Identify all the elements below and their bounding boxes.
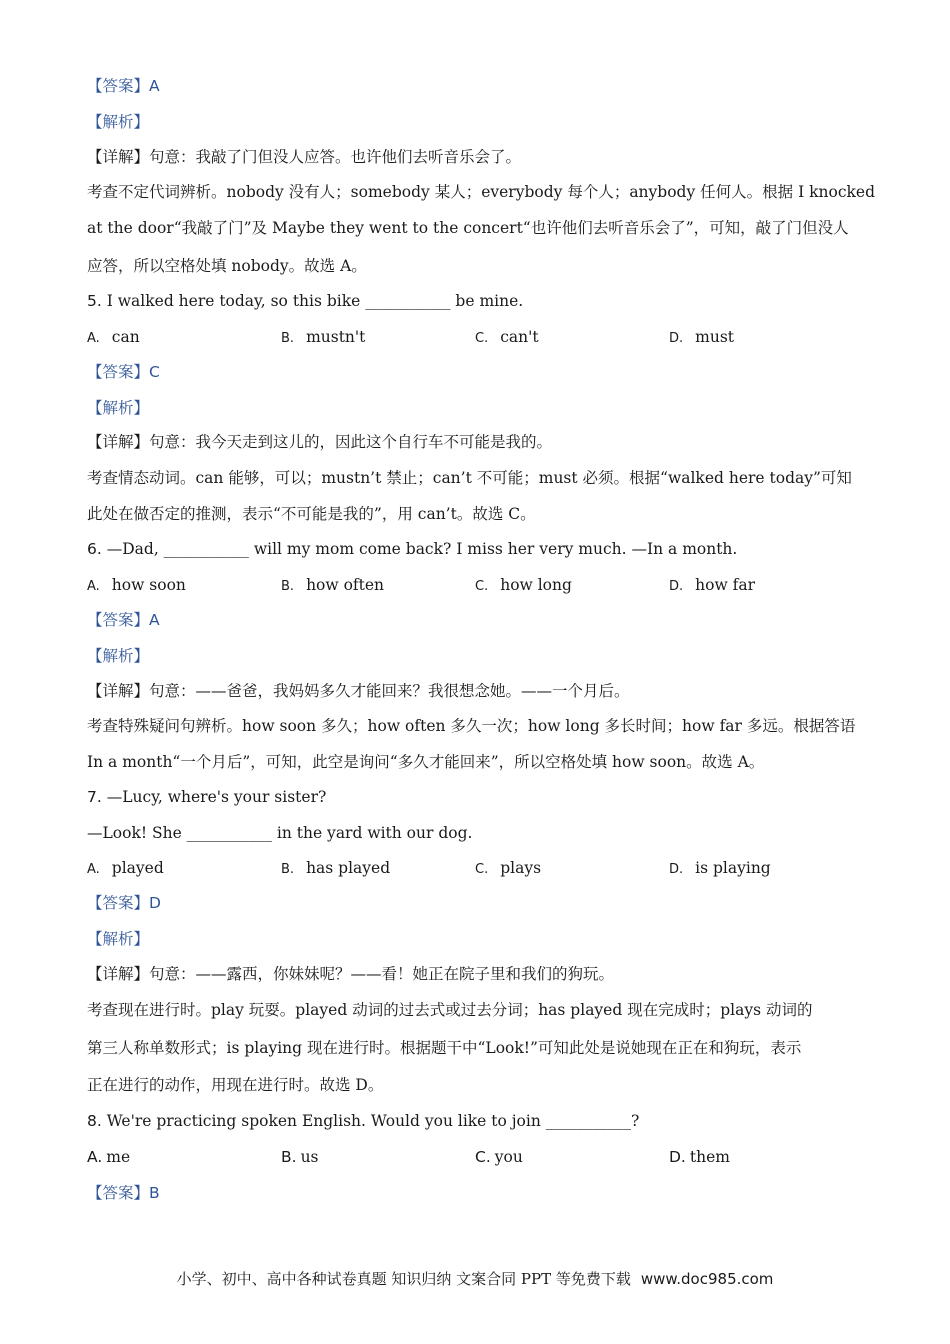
option-a: A. how soon — [87, 576, 186, 594]
explain-line: 考查特殊疑问句辨析。how soon 多久；how often 多久一次；how long 多长时间；how far 多远。根据答语 — [87, 717, 856, 735]
option-b: B. how often — [281, 576, 385, 594]
option-b: B. mustn't — [281, 328, 366, 346]
detail-text: 【详解】句意：——露西，你妹妹呢？——看！她正在院子里和我们的狗玩。 — [87, 965, 615, 983]
option-a: A. can — [87, 328, 140, 346]
answer-label: 【答案】A — [87, 611, 160, 629]
option-d: D. must — [669, 328, 735, 346]
question-8 — [87, 1110, 870, 1132]
option-c: C. how long — [475, 576, 572, 594]
explain-line: 考查不定代词辨析。nobody 没有人；somebody 某人；everybody 每个人；anybody 任何人。根据 I knocked — [87, 183, 876, 201]
option-c: C. plays — [475, 859, 542, 877]
question-5 — [87, 290, 870, 312]
question-text: —Lucy, where's your sister? — [106, 788, 327, 806]
answer-label: 【答案】A — [87, 77, 160, 95]
explain-line: 应答，所以空格处填 nobody。故选 A。 — [87, 257, 367, 275]
question-number: 8. — [87, 1112, 102, 1130]
detail-text: 【详解】句意：我今天走到这儿的，因此这个自行车不可能是我的。 — [87, 433, 553, 451]
answer-label: 【答案】D — [87, 894, 161, 912]
explain-line: 第三人称单数形式；is playing 现在进行时。根据题干中“Look!”可知此处是说她现在正在和狗玩，表示 — [87, 1039, 802, 1057]
explain-line: at the door“我敲了门”及 Maybe they went to the concert“也许他们去听音乐会了”，可知，敲了门但没人 — [87, 219, 849, 237]
footer-link[interactable]: www.doc985.com — [640, 1270, 774, 1288]
option-a: A. played — [87, 859, 164, 877]
option-c: C. you — [475, 1148, 523, 1166]
question-6 — [87, 538, 870, 560]
question-text: We're practicing spoken English. Would you like to join ___________? — [106, 1112, 640, 1130]
question-number: 6. — [87, 540, 102, 558]
option-a: A. me — [87, 1148, 131, 1166]
question-text: I walked here today, so this bike ___________ be mine. — [106, 292, 524, 310]
footer-text: 小学、初中、高中各种试卷真题 知识归纳 文案合同 PPT 等免费下载 — [176, 1270, 631, 1288]
answer-label: 【答案】B — [87, 1184, 160, 1202]
option-d: D. is playing — [669, 859, 771, 877]
analysis-label: 【解析】 — [87, 113, 150, 131]
detail-text: 【详解】句意：——爸爸，我妈妈多久才能回来？我很想念她。——一个月后。 — [87, 682, 630, 700]
question-number: 7. — [87, 788, 102, 806]
option-c: C. can't — [475, 328, 539, 346]
answer-label: 【答案】C — [87, 363, 160, 381]
option-b: B. has played — [281, 859, 391, 877]
question-text: —Dad, ___________ will my mom come back? I miss her very much. —In a month. — [106, 540, 738, 558]
explain-line: 此处在做否定的推测，表示“不可能是我的”，用 can’t。故选 C。 — [87, 505, 536, 523]
explain-line: 正在进行的动作，用现在进行时。故选 D。 — [87, 1076, 384, 1094]
explain-line: 考查现在进行时。play 玩耍。played 动词的过去式或过去分词；has played 现在完成时；plays 动词的 — [87, 1001, 813, 1019]
analysis-label: 【解析】 — [87, 399, 150, 417]
question-7 — [87, 786, 870, 808]
option-d: D. them — [669, 1148, 730, 1166]
question-text-line2: —Look! She ___________ in the yard with our dog. — [87, 824, 473, 842]
option-b: B. us — [281, 1148, 319, 1166]
explain-line: In a month“一个月后”，可知，此空是询问“多久才能回来”，所以空格处填 how soon。故选 A。 — [87, 753, 765, 771]
analysis-label: 【解析】 — [87, 930, 150, 948]
page-footer — [0, 1268, 950, 1289]
option-d: D. how far — [669, 576, 756, 594]
detail-text: 【详解】句意：我敲了门但没人应答。也许他们去听音乐会了。 — [87, 148, 522, 166]
analysis-label: 【解析】 — [87, 647, 150, 665]
explain-line: 考查情态动词。can 能够，可以；mustn’t 禁止；can’t 不可能；must 必须。根据“walked here today”可知 — [87, 469, 852, 487]
question-number: 5. — [87, 292, 102, 310]
